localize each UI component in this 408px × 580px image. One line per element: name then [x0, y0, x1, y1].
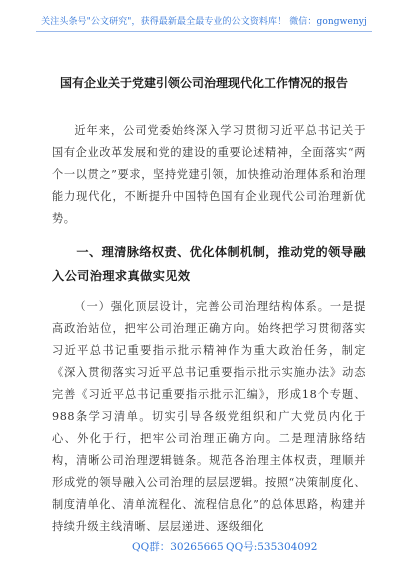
header-promo-note: 关注头条号"公文研究"，获得最新最全最专业的公文资料库！ 微信：gongwenyj — [41, 17, 367, 27]
footer-qq-number: QQ号:535304092 — [226, 541, 318, 553]
header-divider — [36, 31, 372, 32]
footer-qq-group: QQ群：30265665 — [132, 541, 224, 553]
section-heading-1: 一、理清脉络权责、优化体制机制，推动党的领导融入公司治理求真做实见效 — [52, 245, 366, 283]
point-1-paragraph: （一）强化顶层设计，完善公司治理结构体系。一是提高政治站位，把牢公司治理正确方向。始终把学习贯彻落实习近平总书记重要指示批示精神作为重大政治任务，制定《深入贯彻落实习近平总书记重要指示批示实施办法》动态完善《习近平总书记重要指示批示汇编》，形成18个专题、988条学习清单。切实引导各级党组织和广大党员内化于心、外化于行，把牢公司治理正确方向。二是理清脉络结构，清晰公司治理逻辑链条。规范各治理主体权责，理顺并形成党的领导融入公司治理的层层逻辑。按照“决策制度化、制度清单化、清单流程化、流程信息化”的总体思路，构建并持续升级主线清晰、层层递进、逐级细化 — [52, 300, 366, 533]
document-title: 国有企业关于党建引领公司治理现代化工作情况的报告 — [59, 76, 348, 90]
intro-paragraph: 近年来，公司党委始终深入学习贯彻习近平总书记关于国有企业改革发展和党的建设的重要论述精神，全面落实“两个一以贯之”要求，坚持党建引领，加快推动治理体系和治理能力现代化，不断提升中国特色国有企业现代公司治理新优势。 — [52, 124, 366, 225]
